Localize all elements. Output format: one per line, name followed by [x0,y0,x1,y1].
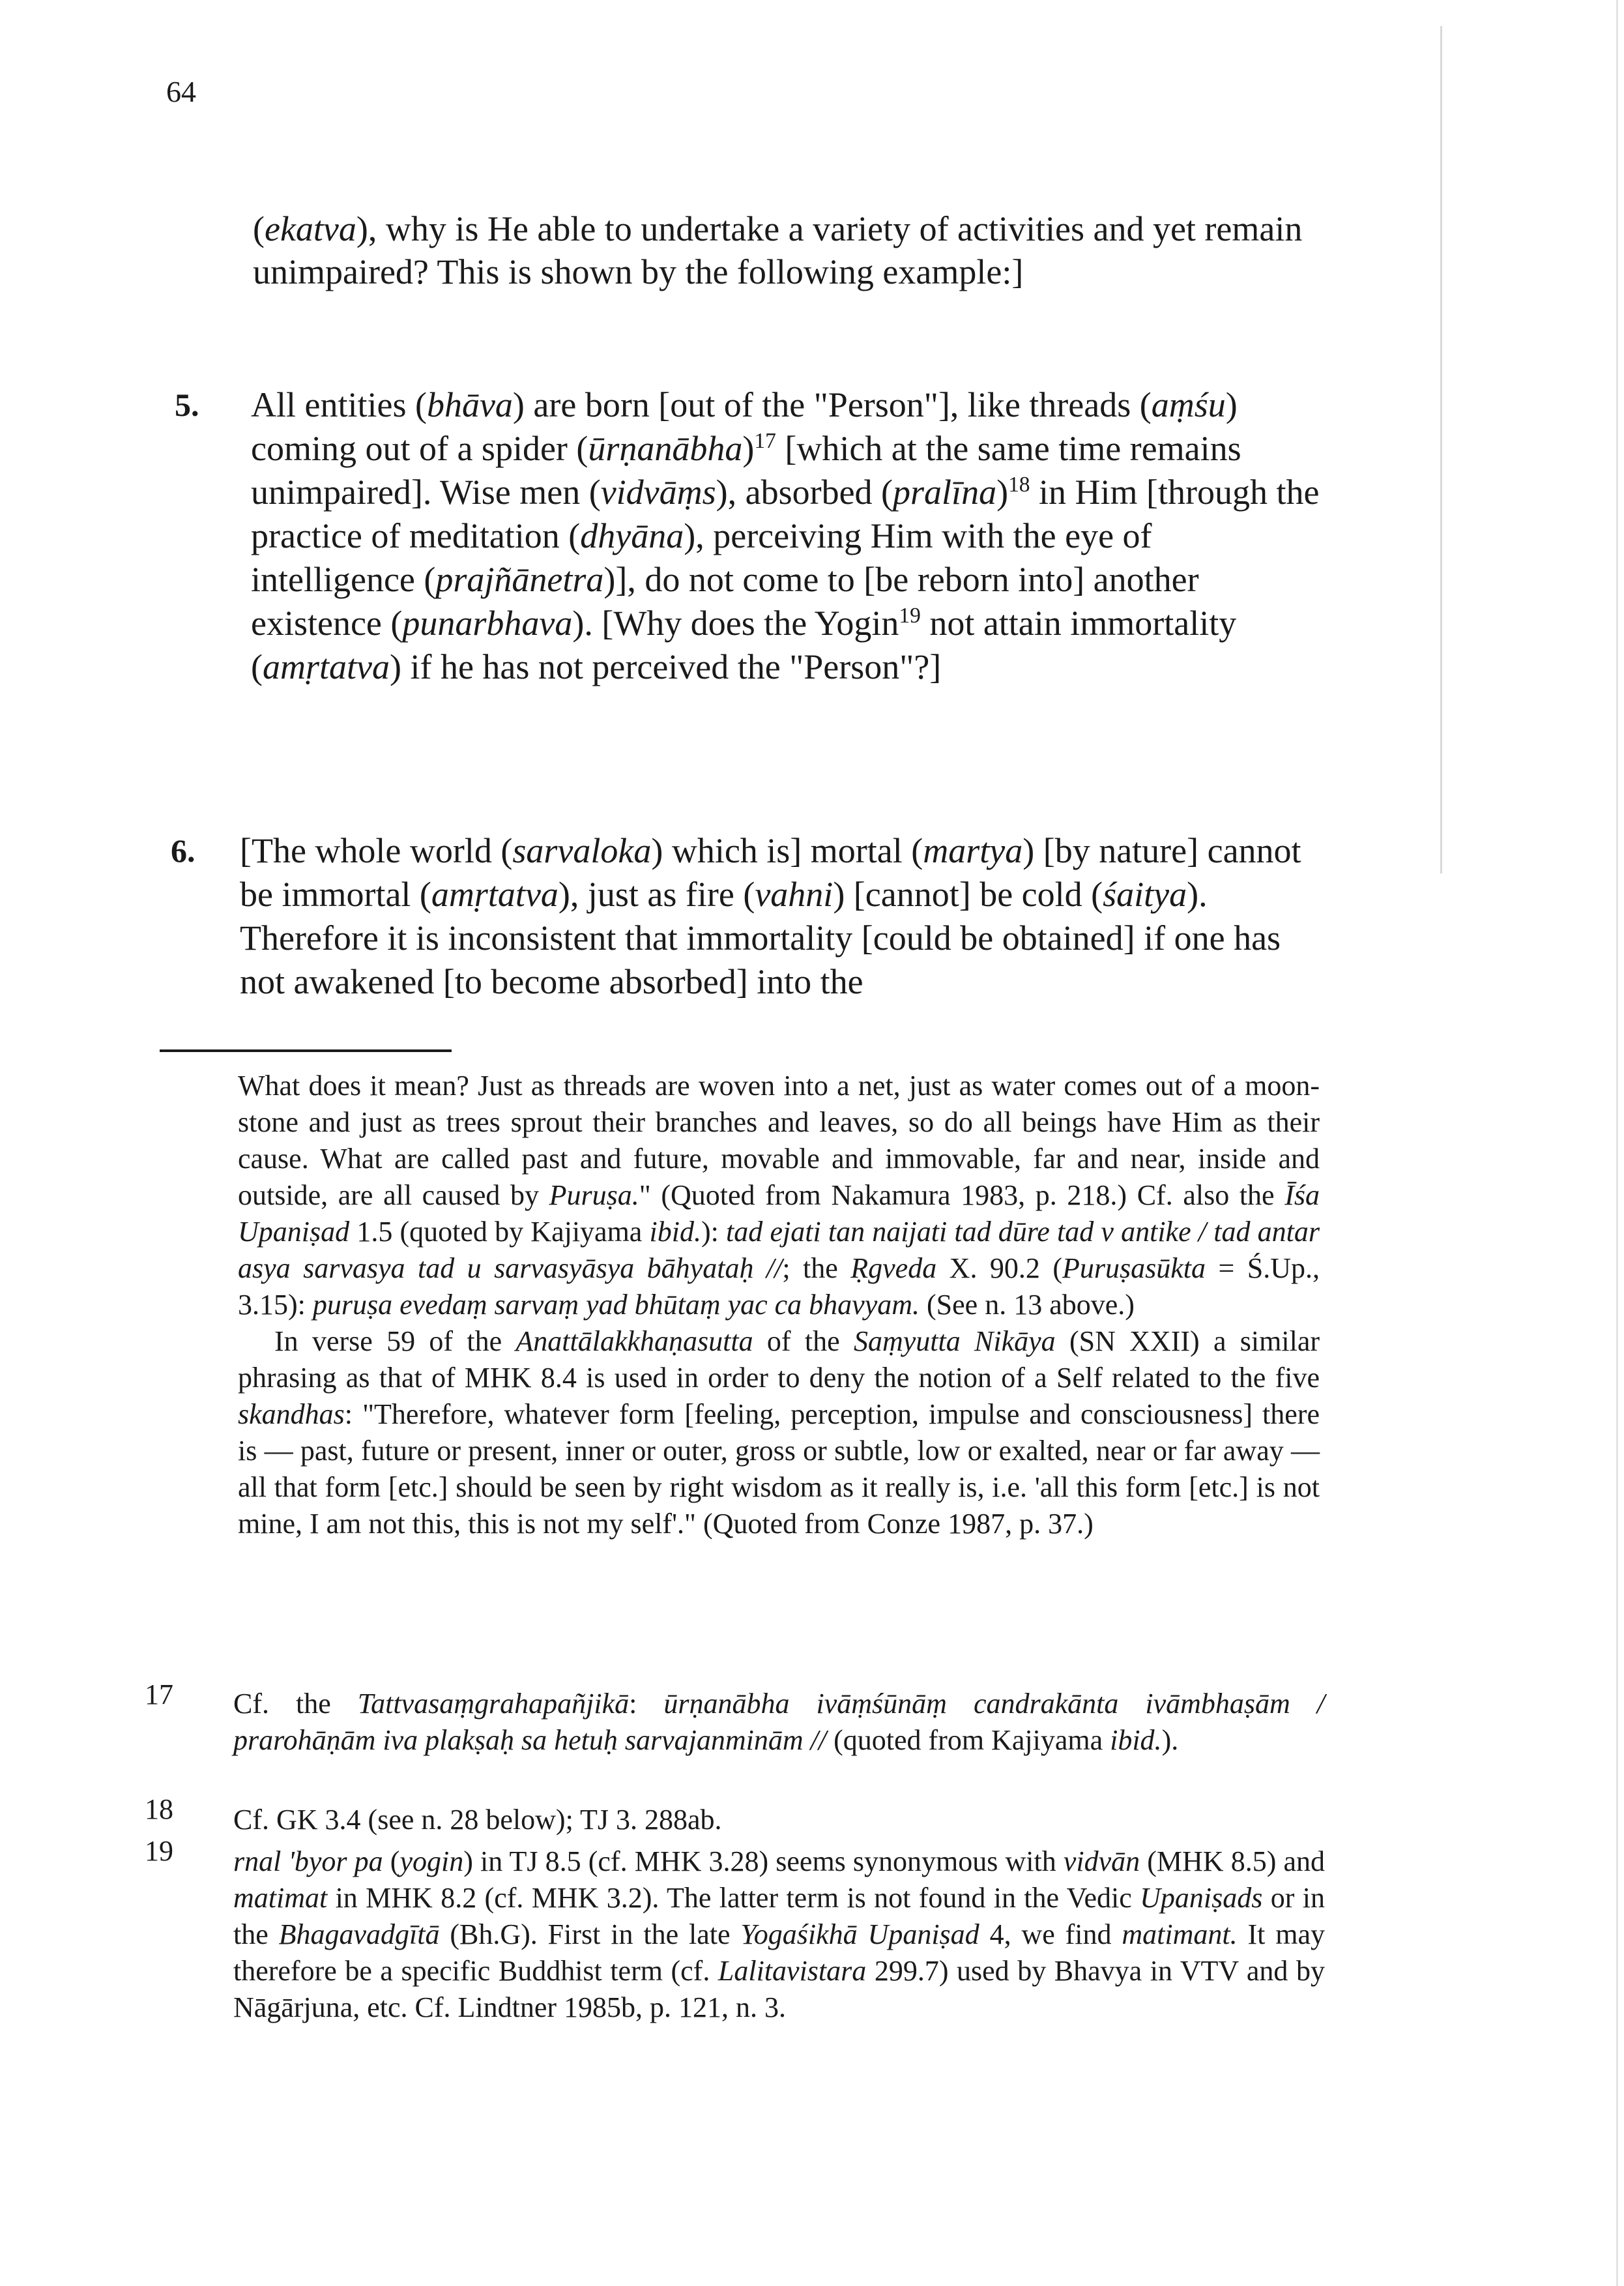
scan-edge-line [1616,0,1618,2286]
verse-5-text: All entities (bhāva) are born [out of the "Person"], like threads (aṃśu) coming out of a spider (ūrṇanābha)$^{17}$ [which at the same time remains unimpaired]. Wise men (vidvāṃs), absorbed (pralīna)$^{18}$ in Him [through the practice of meditation (dhyāna), perceiving Him with the eye of intelligence (prajñānetra)], do not come to [be reborn into] another existence (punarbhava). [Why does the Yogin$^{19}$ not attain immortality (amṛtatva) if he has not perceived the "Person"?] [251,385,1320,686]
intro-paragraph: (ekatva), why is He able to undertake a variety of activities and yet remain unimpaired? This is shown by the following example:] [253,209,1303,291]
footnote-number: 18 [145,1793,173,1825]
footnote-17: Cf. the Tattvasaṃgrahapañjikā: ūrṇanābha ivāṃśūnāṃ candrakānta ivāmbhaṣām / prarohāṇām iva plakṣaḥ sa hetuḥ sarvajanminām // (quoted from Kajiyama ibid.). [233,1688,1325,1756]
footnote-18: Cf. GK 3.4 (see n. 28 below); TJ 3. 288ab. [233,1804,722,1836]
footnote-paragraph: In verse 59 of the Anattālakkhaṇasutta of the Saṃyutta Nikāya (SN XXII) a similar phrasing as that of MHK 8.4 is used in order to deny the notion of a Self related to the five skandhas: "Therefore, whatever form [feeling, perception, impulse and consciousness] there is — past, future or present, inner or outer, gross or subtle, low or exalted, near or far away — all that form [etc.] should be seen by right wisdom as it really is, i.e. 'all this form [etc.] is not mine, I am not this, this is not my self'." (Quoted from Conze 1987, p. 37.) [238,1325,1320,1540]
verse-number: 6. [171,832,196,869]
footnote-number: 19 [145,1835,173,1867]
footnote-number: 17 [145,1678,173,1710]
footnote-separator [160,1049,452,1052]
footnote-paragraph: What does it mean? Just as threads are woven into a net, just as water comes out of a moon-stone and just as trees sprout their branches and leaves, so do all beings have Him as their cause. What are called past and future, movable and immovable, far and near, inside and outside, are all caused by Puruṣa." (Quoted from Nakamura 1983, p. 218.) Cf. also the Īśa Upaniṣad 1.5 (quoted by Kajiyama ibid.): tad ejati tan naijati tad dūre tad v antike / tad antar asya sarvasya tad u sarvasyāsya bāhyataḥ //; the Ṛgveda X. 90.2 (Puruṣasūkta = Ś.Up., 3.15): puruṣa evedaṃ sarvaṃ yad bhūtaṃ yac ca bhavyam. (See n. 13 above.) [238,1070,1320,1321]
scan-edge-line [1440,26,1442,873]
footnote-continuation [238,1068,1320,1542]
footnote-19: rnal 'byor pa (yogin) in TJ 8.5 (cf. MHK 3.28) seems synonymous with vidvān (MHK 8.5) and matimat in MHK 8.2 (cf. MHK 3.2). The latter term is not found in the Vedic Upaniṣads or in the Bhagavadgītā (Bh.G). First in the late Yogaśikhā Upaniṣad 4, we find matimant. It may therefore be a specific Buddhist term (cf. Lalitavistara 299.7) used by Bhavya in VTV and by Nāgārjuna, etc. Cf. Lindtner 1985b, p. 121, n. 3. [233,1845,1325,2023]
verse-number: 5. [175,387,199,423]
page-number: 64 [166,75,196,108]
verse-6-text: [The whole world (sarvaloka) which is] mortal (martya) [by nature] cannot be immortal (amṛtatva), just as fire (vahni) [cannot] be cold (śaitya). Therefore it is inconsistent that immortality [could be obtained] if one has not awakened [to become absorbed] into the [240,831,1301,1001]
